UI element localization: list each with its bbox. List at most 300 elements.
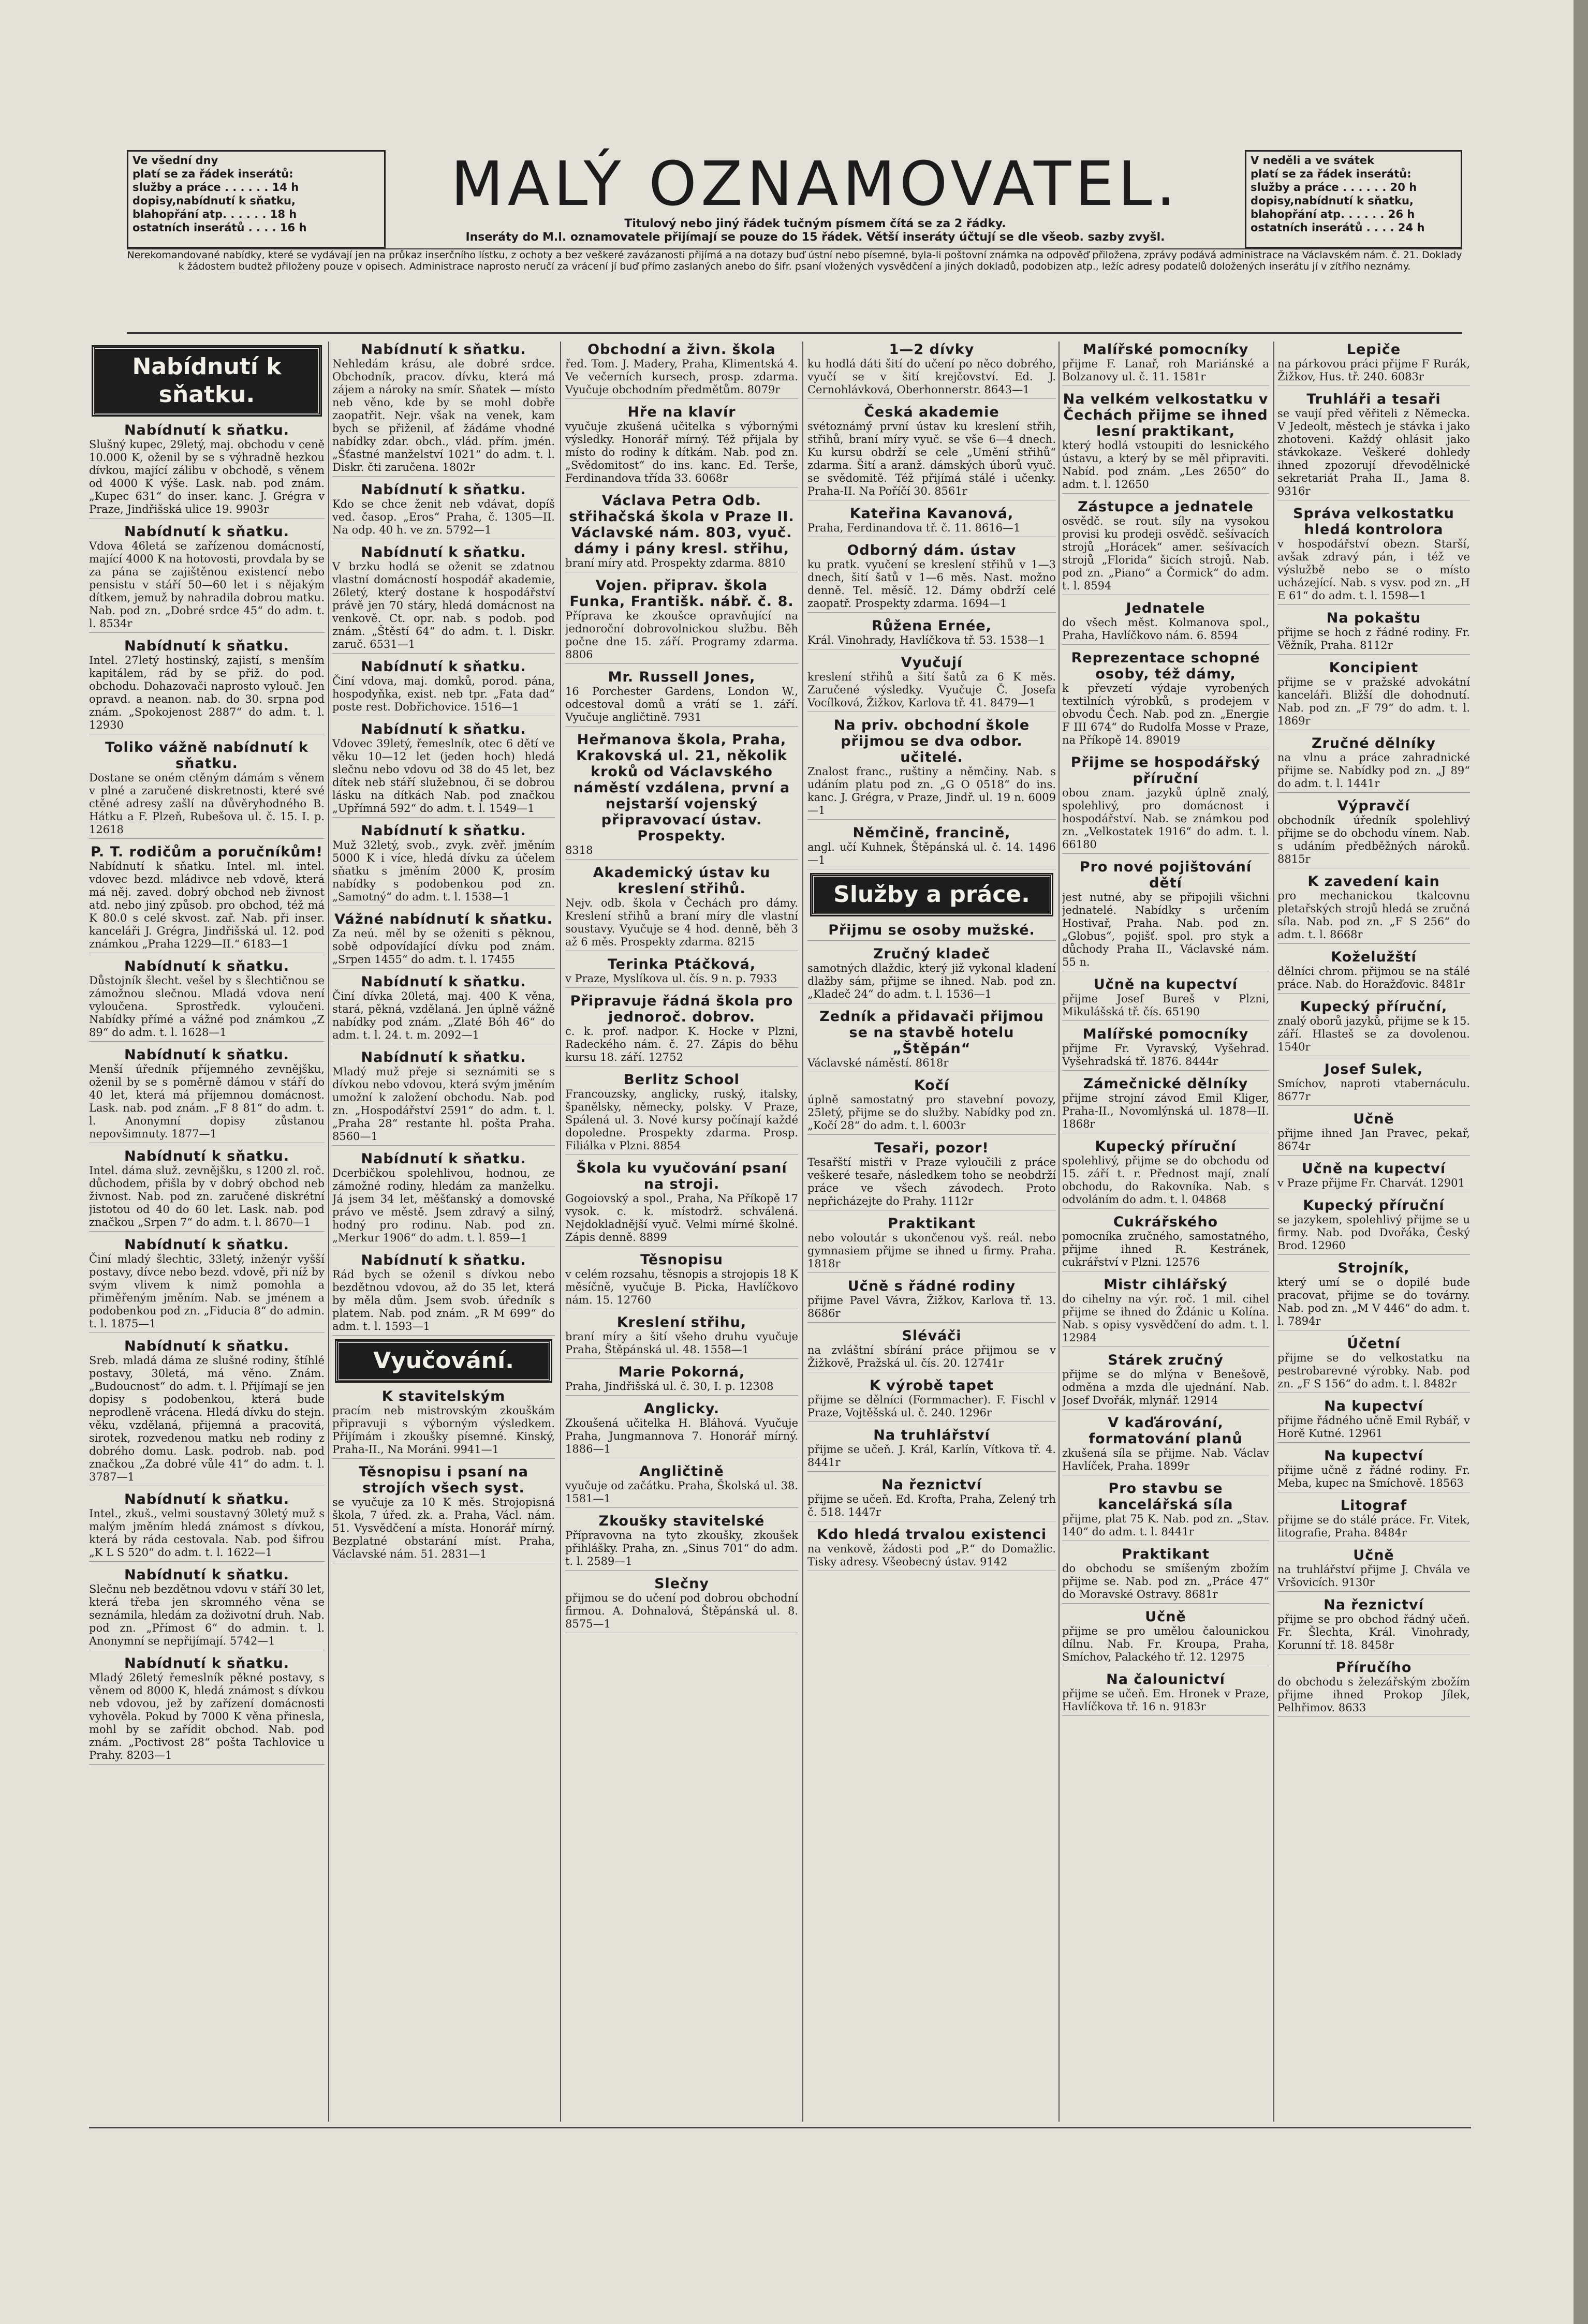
ad-text: Václavské náměstí. 8618r xyxy=(807,1057,949,1069)
ad-text: který umí se o dopilé bude pracovat, přijme se do továrny. Nab. pod zn. „M V 446“ do adm. t. l. 7894r xyxy=(1277,1276,1470,1327)
classified-ad xyxy=(1062,1481,1269,1541)
classified-ad xyxy=(565,865,798,951)
ad-text: braní míry atd. Prospekty zdarma. 8810 xyxy=(565,557,786,569)
rate-line: ostatních inserátů . . . . 24 h xyxy=(1251,221,1425,234)
classified-ad xyxy=(89,1148,325,1232)
classified-ad xyxy=(1277,798,1470,868)
ad-heading: Na truhlářství xyxy=(873,1427,990,1443)
ad-text: Dostane se oném ctěným dámám s věnem v plné a zaručené diskretnosti, které své ctěné adresy zašlí na důvěryhodného B. Hátku a F. Plzeň, Rubešova ul. č. 15. I. p. 12618 xyxy=(89,772,325,836)
classified-ad xyxy=(1062,650,1269,749)
ad-heading: Nabídnutí k sňatku. xyxy=(124,1567,289,1583)
ad-heading: Učně xyxy=(1353,1111,1394,1127)
classified-ad xyxy=(1277,1260,1470,1330)
classified-ad xyxy=(1062,1138,1269,1209)
ad-heading: Koncipient xyxy=(1329,660,1419,676)
classified-ad xyxy=(1062,391,1269,494)
ad-heading: Nabídnutí k sňatku. xyxy=(361,823,526,839)
classified-ad xyxy=(565,732,798,860)
classified-ad xyxy=(1062,499,1269,595)
rate-line: platí se za řádek inserátů: xyxy=(1251,168,1411,180)
classified-ad xyxy=(89,1655,325,1765)
classified-ad xyxy=(807,922,1056,941)
ad-text: samotných dlaždic, který již vykonal kladení dlažby sám, přijme se ihned. Nab. pod zn. „Kladeč 24“ do adm. t. l. 1536—1 xyxy=(807,962,1056,1000)
ad-heading: Zručné dělníky xyxy=(1312,735,1436,751)
ad-heading: K zavedení kain xyxy=(1307,874,1440,890)
classified-ad xyxy=(807,342,1056,399)
ad-text: Nehledám krásu, ale dobré srdce. Obchodník, pracov. dívku, která má zájem a nároky na smír. Sňatek — místo neb věno, kde by se mohl dobře zaopatřit. Nejr. však na venek, kam bych se přiženil, ať žádáme vhodné nabídky zdar. obch., vlád. přím. jmén. „Šťastné manželství 1021“ do adm. t. l. Diskr. čti zaručena. 1802r xyxy=(332,358,555,473)
ad-heading: Lepiče xyxy=(1346,342,1401,358)
ad-text: přijme, plat 75 K. Nab. pod zn. „Stav. 140“ do adm. t. l. 8441r xyxy=(1062,1513,1269,1538)
ad-heading: Nabídnutí k sňatku. xyxy=(124,422,289,438)
classified-ad xyxy=(807,1140,1056,1210)
classified-ad xyxy=(1277,1498,1470,1542)
classified-ad xyxy=(332,974,555,1044)
classified-ad xyxy=(332,911,555,969)
ad-heading: Nabídnutí k sňatku. xyxy=(361,974,526,990)
ad-heading: Nabídnutí k sňatku. xyxy=(361,721,526,737)
classified-ad xyxy=(565,1314,798,1359)
column-2 xyxy=(332,342,555,2122)
ad-heading: Mr. Russell Jones, xyxy=(608,669,756,685)
classified-ad xyxy=(1062,976,1269,1021)
ad-text: přijme ihned Jan Pravec, pekař, 8674r xyxy=(1277,1127,1470,1152)
ad-heading: Litograf xyxy=(1340,1498,1407,1514)
column-1 xyxy=(89,342,325,2122)
ad-list xyxy=(565,342,798,1633)
ad-text: přijme řádného učně Emil Rybář, v Horě Kutné. 12961 xyxy=(1277,1414,1470,1440)
classified-ad xyxy=(565,1072,798,1155)
rate-line: ostatních inserátů . . . . 16 h xyxy=(133,221,307,234)
ad-text: Zkoušená učitelka H. Bláhová. Vyučuje Praha, Jungmannova 7. Honorář mírný. 1886—1 xyxy=(565,1417,798,1455)
ad-text: ku hodlá dáti šití do učení po něco dobrého, vyučí se v šití krejčovství. Ed. J. Cernohlávková, Oberhonnerstr. 8643—1 xyxy=(807,358,1056,396)
ad-heading: Zámečnické dělníky xyxy=(1083,1076,1248,1092)
classified-ad xyxy=(1277,1161,1470,1192)
classified-ad xyxy=(1277,1197,1470,1255)
classified-ad xyxy=(807,1278,1056,1323)
ad-heading: Kupecký příruční, xyxy=(1300,999,1448,1015)
classified-ad xyxy=(1277,660,1470,730)
classified-ad xyxy=(1062,1546,1269,1604)
column-rule xyxy=(560,342,561,2122)
ad-heading: Nabídnutí k sňatku. xyxy=(361,482,526,498)
classified-ad xyxy=(807,1009,1056,1072)
ad-text: Smíchov, naproti vtabernáculu. 8677r xyxy=(1277,1077,1470,1103)
ad-text: Rád bych se oženil s dívkou nebo bezdětnou vdovou, až do 35 let, která by měla dům. Jsem svob. úředník s platem. Nab. pod znám. „R M 699“ do adm. t. l. 1593—1 xyxy=(332,1268,555,1333)
ad-heading: Kdo hledá trvalou existenci xyxy=(816,1527,1047,1543)
ad-heading: 1—2 dívky xyxy=(889,342,975,358)
masthead-subtitle: Titulový nebo jiný řádek tučným písmem čítá se za 2 řádky. xyxy=(624,217,1006,230)
classified-ad xyxy=(807,1527,1056,1571)
classified-ad xyxy=(1277,949,1470,994)
page-edge-shadow xyxy=(1574,0,1588,2324)
classified-ad xyxy=(807,825,1056,869)
classified-ad xyxy=(565,578,798,664)
ad-text: Král. Vinohrady, Havlíčkova tř. 53. 1538—1 xyxy=(807,634,1046,646)
ad-heading: Učně na kupectví xyxy=(1093,976,1238,993)
ad-text: na zvláštní sbírání práce přijmou se v Žižkově, Pražská ul. čís. 20. 12741r xyxy=(807,1344,1056,1369)
ad-heading: Na pokaštu xyxy=(1326,610,1421,626)
ad-text: zkušená síla se přijme. Nab. Václav Havlíček, Praha. 1899r xyxy=(1062,1447,1269,1472)
ad-heading: Učně xyxy=(1353,1547,1394,1563)
classified-ad xyxy=(1277,1336,1470,1393)
ad-heading: Nabídnutí k sňatku. xyxy=(124,524,289,540)
ad-heading: Přijme se hospodářský příruční xyxy=(1070,754,1261,787)
column-rule xyxy=(1058,342,1060,2122)
ad-heading: Stárek zručný xyxy=(1108,1352,1224,1368)
ad-text: přijme se pro umělou čalounickou dílnu. Nab. Fr. Kroupa, Praha, Smíchov, Palackého tř. 12. 12975 xyxy=(1062,1625,1269,1663)
ad-text: pomocníka zručného, samostatného, přijme ihned R. Kestránek, cukrářství v Plzni. 12576 xyxy=(1062,1230,1269,1268)
classified-ad xyxy=(332,544,555,654)
ad-heading: Nabídnutí k sňatku. xyxy=(361,544,526,560)
ad-heading: Cukrářského xyxy=(1113,1214,1218,1230)
column-5 xyxy=(1062,342,1269,2122)
classified-ad xyxy=(332,823,555,906)
ad-text: Dcerbičkou spolehlivou, hodnou, ze zámožné rodiny, hledám za manželku. Já jsem 34 let, měšťanský a domovské právo ve městě. Jsem zdravý a silný, hodný pro rodinu. Nab. pod zn. „Merkur 1906“ do adm. t. l. 859—1 xyxy=(332,1167,555,1244)
ad-text: přijme se učeň. Ed. Krofta, Praha, Zelený trh č. 518. 1447r xyxy=(807,1493,1056,1518)
classified-ad xyxy=(1277,1448,1470,1492)
ad-heading: Malířské pomocníky xyxy=(1082,342,1249,358)
ad-text: pro mechanickou tkalcovnu pletařských strojů hledá se zručná síla. Nab. pod zn. „F S 256“ do adm. t. l. 8668r xyxy=(1277,890,1470,941)
classified-ad xyxy=(1062,342,1269,386)
ad-heading: Toliko vážně nabídnutí k sňatku. xyxy=(105,739,308,772)
classified-ad xyxy=(1062,1415,1269,1475)
ad-heading: Tesaři, pozor! xyxy=(874,1140,989,1156)
ad-heading: Nabídnutí k sňatku. xyxy=(361,1252,526,1268)
sunday-rates-box xyxy=(1245,150,1462,248)
ad-heading: Růžena Ernée, xyxy=(872,618,992,634)
classified-ad xyxy=(807,1477,1056,1521)
classified-ad xyxy=(1277,874,1470,944)
ad-text: obchodník úředník spolehlivý přijme se do obchodu vínem. Nab. s udáním předběžných nároků. 8815r xyxy=(1277,814,1470,865)
classified-ad xyxy=(1277,735,1470,793)
ad-text: Za neú. měl by se oženiti s pěknou, sobě odpovídající dívku pod znám. „Srpen 1455“ do adm. t. l. 17455 xyxy=(332,927,555,966)
ad-heading: Učně xyxy=(1145,1609,1186,1625)
ad-list xyxy=(807,922,1056,1571)
rate-line: Ve všední dny xyxy=(133,154,218,167)
ad-heading: Zedník a přidavači přijmou se na stavbě hotelu „Štěpán“ xyxy=(819,1009,1044,1057)
classified-ad xyxy=(565,669,798,727)
ad-text: přijme se učeň. J. Král, Karlín, Vítkova tř. 4. 8441r xyxy=(807,1443,1056,1469)
ad-heading: Účetní xyxy=(1347,1336,1401,1352)
ad-text: Praha, Jindřišská ul. č. 30, I. p. 12308 xyxy=(565,1380,774,1393)
classifieds-header xyxy=(127,150,1462,248)
classified-ad xyxy=(89,1237,325,1333)
ad-heading: Heřmanova škola, Praha, Krakovská ul. 21, několik kroků od Václavského náměstí vzdálena, první a nejstarší vojenský připravovací ústav. Prospekty. xyxy=(573,732,790,844)
ad-heading: V kaďárování, formatování planů xyxy=(1089,1415,1243,1447)
classified-ad xyxy=(332,1388,555,1459)
ad-text: kreslení střihů a šití šatů za 6 K měs. Zaručené výsledky. Vyučuje Č. Josefa Vocílková, Žižkov, Karlova tř. 41. 8479—1 xyxy=(807,671,1056,709)
ad-heading: Zručný kladeč xyxy=(873,946,991,962)
ad-text: c. k. prof. nadpor. K. Hocke v Plzni, Radeckého nám. č. 27. Zápis do běhu kursu 18. září. 12752 xyxy=(565,1025,798,1063)
ad-heading: Na čalounictví xyxy=(1106,1671,1225,1688)
classified-ad xyxy=(565,1513,798,1571)
ad-list xyxy=(332,1388,555,1563)
ad-text: Slečnu neb bezdětnou vdovu v stáří 30 let, která třeba jen skromného věna se seznámila, hledám za doživotní druh. Nab. pod zn. „Přímost 6“ do admin. t. l. Anonymní se nepřijímají. 5742—1 xyxy=(89,1583,325,1647)
classified-ad xyxy=(89,844,325,953)
ad-text: na vlnu a práce zahradnické přijme se. Nabídky pod zn. „J 89“ do adm. t. l. 1441r xyxy=(1277,751,1470,790)
ad-text: úplně samostatný pro stavební povozy, 25letý, přijme se do služby. Nabídky pod zn. „Kočí 28“ do adm. t. l. 6003r xyxy=(807,1093,1056,1132)
ad-heading: Strojník, xyxy=(1337,1260,1410,1276)
ad-heading: Přijmu se osoby mužské. xyxy=(828,922,1035,938)
ad-text: 8318 xyxy=(565,844,593,856)
ad-heading: Akademický ústav ku kreslení střihů. xyxy=(593,865,771,897)
ad-heading: Reprezentace schopné osoby, též dámy, xyxy=(1071,650,1260,682)
ad-text: přijme se do velkostatku na pestrobarevné výrobky. Nab. pod zn. „F S 156“ do adm. t. l. 8482r xyxy=(1277,1352,1470,1390)
ad-heading: K stavitelským xyxy=(381,1388,506,1404)
ad-text: Činí vdova, maj. domků, porod. pána, hospodyňka, exist. neb tpr. „Fata dad“ poste rest. Dobřichovice. 1516—1 xyxy=(332,675,555,713)
classified-ad xyxy=(565,404,798,487)
classified-ad xyxy=(807,1328,1056,1372)
ad-text: se jazykem, spolehlivý přijme se u firmy. Nab. pod Dvořáka, Český Brod. 12960 xyxy=(1277,1213,1470,1252)
classified-ad xyxy=(565,956,798,988)
ad-heading: Anglicky. xyxy=(643,1401,720,1417)
ad-text: Francouzsky, anglicky, ruský, italsky, španělsky, německy, polsky. V Praze, Spálená ul. 3. Nové kursy počínají každé dopoledne. Prospekty zdarma. Prosp. Filiálka v Plzni. 8854 xyxy=(565,1088,798,1152)
ad-text: pracím neb mistrovským zkouškám připravuji s výborným výsledkem. Přijímám i zkoušky písemné. Kinský, Praha-II., Na Moráni. 9941—1 xyxy=(332,1404,555,1456)
ad-text: v hospodářství obezn. Starší, avšak zdravý pán, i též ve výslužbě nebo se o místo ucházející. Nab. s vysv. pod zn. „H E 61“ do adm. t. l. 1598—1 xyxy=(1277,538,1470,602)
classified-ad xyxy=(332,1049,555,1146)
ad-text: Mladý 26letý řemeslník pěkné postavy, s věnem od 8000 K, hledá známost s dívkou neb vdovou, jež by zařízení domácnosti vyhověla. Pokud by 7000 K věna přinesla, mohl by se zařídit obchod. Nab. pod znám. „Poctivost 28“ pošta Tachlovice u Prahy. 8203—1 xyxy=(89,1671,325,1761)
classified-ad xyxy=(1062,859,1269,971)
ad-heading: Sléváči xyxy=(902,1328,962,1344)
ad-text: se vaují před věřiteli z Německa. V Jedeolt, městech je stávka i jako zhotoveni. Každý ohlásit jako stávkokaze. Veškeré dohledy ihned zpozorují dřevodělnické sekretariát Praha II., Jama 8. 9316r xyxy=(1277,407,1470,497)
ad-text: přijme se učeň. Em. Hronek v Praze, Havlíčkova tř. 16 n. 9183r xyxy=(1062,1688,1269,1713)
ad-text: přijmou se do učení pod dobrou obchodní firmou. A. Dohnalová, Štěpánská ul. 8. 8575—1 xyxy=(565,1592,798,1630)
ad-text: do cihelny na výr. roč. 1 mil. cihel přijme se ihned do Ždánic u Kolína. Nab. s opisy vysvědčení do adm. t. l. 12984 xyxy=(1062,1293,1269,1344)
ad-heading: Správa velkostatku hledá kontrolora xyxy=(1293,506,1454,538)
rate-line: dopisy,nabídnutí k sňatku, xyxy=(1251,195,1414,207)
ad-heading: Vyučují xyxy=(901,655,963,671)
rate-line: platí se za řádek inserátů: xyxy=(133,168,293,180)
ad-heading: Nabídnutí k sňatku. xyxy=(124,1491,289,1507)
ad-heading: Zkoušky stavitelské xyxy=(598,1513,765,1529)
ad-text: Nejv. odb. škola v Čechách pro dámy. Kreslení střihů a braní míry dle vlastní soustavy. Vyučuje se 4 hod. denně, běh 3 až 6 měs. Prospekty zdarma. 8215 xyxy=(565,897,798,948)
ad-text: k převzetí výdaje vyrobených textilních výrobků, s prodejem v obvodu Čech. Nab. pod zn. „Energie F III 674“ do Rudolfa Mosse v Praze, na Příkopě 14. 89019 xyxy=(1062,682,1269,746)
ad-heading: Němčině, francině, xyxy=(852,825,1011,841)
ad-text: Intel., zkuš., velmi soustavný 30letý muž s malým jměním hledá známost s dívkou, která by ráda cestovala. Nab. pod šifrou „K L S 520“ do adm. t. l. 1622—1 xyxy=(89,1507,325,1559)
classified-ad xyxy=(332,1252,555,1336)
classified-ad xyxy=(1062,1076,1269,1133)
ad-text: angl. učí Kuhnek, Štěpánská ul. č. 14. 1496—1 xyxy=(807,841,1056,866)
ad-text: na truhlářství přijme J. Chvála ve Vršovicích. 9130r xyxy=(1277,1563,1470,1589)
classified-ad xyxy=(332,659,555,716)
classified-ad xyxy=(1277,1061,1470,1106)
classified-ad xyxy=(807,1378,1056,1422)
ad-heading: Na řeznictví xyxy=(881,1477,982,1493)
ad-text: Tesařští mistři v Praze vyloučili z práce veškeré tesaře, následkem toho se neobdrží práce ve všech závodech. Proto nepřicházejte do Prahy. 1112r xyxy=(807,1156,1056,1207)
classified-ad xyxy=(1062,1277,1269,1347)
rate-line: blahopřání atp. . . . . . 18 h xyxy=(133,208,297,220)
ad-heading: Učně na kupectví xyxy=(1301,1161,1446,1177)
classified-ad xyxy=(565,342,798,399)
ad-text: obou znam. jazyků úplně znalý, spolehlivý, pro domácnost i hospodářství. Nab. se známkou pod zn. „Velkostatek 1916“ do adm. t. l. 66180 xyxy=(1062,787,1269,851)
masthead-subtitle: Inseráty do M.l. oznamovatele přijímají se pouze do 15 řádek. Větší inseráty účtují se dle všeob. sazby zvyšl. xyxy=(465,231,1165,244)
ad-heading: Marie Pokorná, xyxy=(618,1364,745,1380)
classified-ad xyxy=(565,493,798,572)
ad-text: braní míry a šití všeho druhu vyučuje Praha, Štěpánská ul. 48. 1558—1 xyxy=(565,1330,798,1356)
classified-ad xyxy=(1277,391,1470,500)
classified-ad xyxy=(807,1216,1056,1273)
ad-heading: Příručího xyxy=(1335,1660,1412,1676)
ad-text: svétoznámý první ústav ku kreslení střih, střihů, braní míry vyuč. se vše 6—4 dnech. Ku kursu obdrží se cele „Umění střihů“ zdarma. Šití a aranž. dámských úborů vyuč. se svědomitě. Též přijímá stálé i učenky. Praha-II. Na Poříčí 30. 8561r xyxy=(807,420,1056,497)
ad-text: Gogoiovský a spol., Praha, Na Příkopě 17 vysok. c. k. místodrž. schválená. Nejdokladnější vyuč. Velmi mírné školné. Zápis denně. 8899 xyxy=(565,1192,798,1244)
ad-text: přijme Fr. Vyravský, Vyšehrad. Vyšehradská tř. 1876. 8444r xyxy=(1062,1042,1269,1068)
ad-list xyxy=(807,342,1056,869)
ad-heading: Praktikant xyxy=(888,1216,976,1232)
ad-heading: Pro nové pojištování dětí xyxy=(1079,859,1252,891)
ad-heading: Hře na klavír xyxy=(627,404,736,420)
ad-text: přijme Josef Bureš v Plzni, Mikulášská tř. čís. 65190 xyxy=(1062,993,1269,1018)
classified-ad xyxy=(565,1576,798,1633)
classified-ad xyxy=(1062,1214,1269,1271)
ad-heading: Jednatele xyxy=(1126,600,1205,616)
ad-text: přijme se hoch z řádné rodiny. Fr. Věžník, Praha. 8112r xyxy=(1277,626,1470,652)
classified-ad xyxy=(565,1252,798,1309)
classified-ad xyxy=(807,717,1056,820)
ad-heading: Kateřina Kavanová, xyxy=(849,506,1014,522)
ad-heading: Těsnopisu xyxy=(640,1252,723,1268)
section-heading-jobs: Služby a práce. xyxy=(812,875,1052,915)
ad-list xyxy=(332,342,555,1336)
ad-heading: Škola ku vyučování psaní na stroji. xyxy=(576,1160,787,1192)
ad-heading: Nabídnutí k sňatku. xyxy=(361,1151,526,1167)
ad-text: Menší úředník příjemného zevnějšku, oženil by se s poměrně dámou v stáří do 40 let, která má příjemnou domácnost. Lask. nab. pod znám. „F 8 81“ do adm. t. l. Anonymní dopisy zůstanou nepovšimnuty. 1877—1 xyxy=(89,1063,325,1140)
ad-text: přijme strojní závod Emil Kliger, Praha-II., Novomlýnská ul. 1878—II. 1868r xyxy=(1062,1092,1269,1130)
ad-heading: Nabídnutí k sňatku. xyxy=(124,1047,289,1063)
ad-heading: Česká akademie xyxy=(864,404,999,420)
classified-ad xyxy=(565,1364,798,1396)
classified-ad xyxy=(807,404,1056,500)
classified-ad xyxy=(89,638,325,734)
ad-heading: Pro stavbu se kancelářská síla xyxy=(1098,1481,1233,1513)
rate-line: služby a práce . . . . . . 20 h xyxy=(1251,181,1417,194)
ad-heading: Na řeznictví xyxy=(1324,1597,1424,1613)
ad-text: Příprava ke zkoušce opravňující na jednoroční dobrovolnickou službu. Běh počne dne 15. září. Programy zdarma. 8806 xyxy=(565,610,798,661)
ad-text: přijme se pro obchod řádný učeň. Fr. Šlechta, Král. Vinohrady, Korunní tř. 18. 8458r xyxy=(1277,1613,1470,1651)
ad-text: přijme učně z řádné rodiny. Fr. Meba, kupec na Smíchově. 18563 xyxy=(1277,1464,1470,1489)
ad-text: v Praze, Myslíkova ul. čís. 9 n. p. 7933 xyxy=(565,972,777,985)
classified-ad xyxy=(1062,1671,1269,1716)
bottom-rule xyxy=(89,2127,1471,2128)
ad-text: přijme F. Lanař, roh Mariánské a Bolzanovy ul. č. 11. 1581r xyxy=(1062,358,1269,383)
ad-text: Znalost franc., ruštiny a němčiny. Nab. s udáním platu pod zn. „G O 0518“ do ins. kanc. J. Grégra, v Praze, Jindř. ul. 19 n. 6009—1 xyxy=(807,765,1056,817)
ad-heading: Berlitz School xyxy=(624,1072,740,1088)
ad-heading: Výpravčí xyxy=(1337,798,1410,814)
ad-text: v celém rozsahu, těsnopis a strojopis 18 K měsíčně, vyučuje B. Picka, Havlíčkovo nám. 15. 12760 xyxy=(565,1268,798,1306)
classified-ad xyxy=(332,342,555,477)
column-6 xyxy=(1277,342,1470,2122)
page-title: MALÝ OZNAMOVATEL. xyxy=(450,148,1180,219)
ad-heading: Nabídnutí k sňatku. xyxy=(361,659,526,675)
ad-text: Intel. 27letý hostinský, zajistí, s menším kapitálem, rád by se přiž. do pod. obchodu. Dohazovači naprosto vylouč. Jen opravd. a neanon. nab. do 30. srpna pod znám. „Spokojenost 2887“ do adm. t. l. 12930 xyxy=(89,654,325,731)
rate-line: blahopřání atp. . . . . . 26 h xyxy=(1251,208,1415,220)
classified-ad xyxy=(1277,610,1470,655)
ad-text: Nabídnutí k sňatku. Intel. ml. intel. vdovec bezd. mládivce neb vdově, která má něj. zaved. dobrý obchod neb živnost atd. nebo jiný způsob. pro obchod, též má K 80.0 s celé skvost. zař. Nab. při inser. kanceláři J. Grégra, Jindřišská ul. 12. pod známkou „Praha 1229—II.“ 6183—1 xyxy=(89,860,325,950)
classified-ad xyxy=(332,721,555,818)
section-heading-marriage: Nabídnutí k sňatku. xyxy=(93,347,320,415)
classified-ad xyxy=(89,1338,325,1486)
section-heading-education: Vyučování. xyxy=(336,1341,551,1381)
rate-line: služby a práce . . . . . . 14 h xyxy=(133,181,299,194)
ad-text: Sreb. mladá dáma ze slušné rodiny, štíhlé postavy, 30letá, má věno. Znám. „Budoucnost“ do adm. t. l. Přijímají se jen dopisy s podobenkou, která bude neprodleně vrácena. Hledá dívku do stejn. věku, vzdělaná, přijemná a pracovitá, sirotek, rozvedenou matku neb rodiny z dobrého domu. Lask. podrob. nab. pod značkou „Za dobré vůle 41“ do adm. t. l. 3787—1 xyxy=(89,1354,325,1483)
ad-heading: Koželužští xyxy=(1331,949,1417,965)
ad-heading: Těsnopisu i psaní na strojích všech syst. xyxy=(359,1464,528,1496)
ad-heading: Nabídnutí k sňatku. xyxy=(124,1338,289,1354)
ad-heading: Obchodní a živn. škola xyxy=(587,342,776,358)
classified-ad xyxy=(1277,1111,1470,1156)
ad-heading: P. T. rodičům a poručníkům! xyxy=(91,844,323,860)
classified-ad xyxy=(807,542,1056,613)
ad-text: Intel. dáma služ. zevnějšku, s 1200 zl. roč. důchodem, přišla by v dobrý obchod neb živnost. Nab. pod zn. zaručené diskrétní jistotou od 40 do 60 let. Lask. nab. pod značkou „Srpen 7“ do adm. t. l. 8670—1 xyxy=(89,1164,325,1228)
classified-ad xyxy=(89,1567,325,1650)
weekday-rates-box xyxy=(127,150,386,248)
column-3 xyxy=(565,342,798,2122)
ad-text: přijme se do stálé práce. Fr. Vitek, litografie, Praha. 8484r xyxy=(1277,1514,1470,1539)
ad-text: do obchodu s železářským zbožím přijme ihned Prokop Jílek, Pelhřimov. 8633 xyxy=(1277,1676,1470,1714)
classified-ad xyxy=(89,422,325,519)
ad-text: Muž 32letý, svob., zvyk. zvěř. jměním 5000 K i více, hledá dívku za účelem sňatku s jměním 2000 K, prosím nabídky s podobenkou pod zn. „Samotný“ do adm. t. l. 1538—1 xyxy=(332,839,555,903)
ad-heading: Nabídnutí k sňatku. xyxy=(124,1148,289,1164)
classified-ad xyxy=(807,506,1056,537)
column-rule xyxy=(328,342,329,2122)
ad-heading: Vojen. připrav. škola Funka, Františk. nábř. č. 8. xyxy=(569,578,794,610)
ad-heading: Nabídnutí k sňatku. xyxy=(361,1049,526,1065)
ad-heading: Nabídnutí k sňatku. xyxy=(124,1237,289,1253)
ad-heading: Truhláři a tesaři xyxy=(1306,391,1441,407)
classified-ad xyxy=(807,618,1056,649)
ad-heading: Kočí xyxy=(914,1077,950,1093)
ad-heading: Mistr cihlářský xyxy=(1104,1277,1228,1293)
classified-ad xyxy=(807,946,1056,1003)
ad-text: do obchodu se smíšeným zbožím přijme se. Nab. pod zn. „Práce 47“ do Moravské Ostravy. 8681r xyxy=(1062,1562,1269,1601)
ad-heading: Na velkém velkostatku v Čechách přijme se ihned lesní praktikant, xyxy=(1063,391,1269,439)
ad-heading: Vážné nabídnutí k sňatku. xyxy=(334,911,553,927)
classified-ad xyxy=(1277,1547,1470,1592)
classified-ad xyxy=(807,655,1056,712)
ad-text: osvědč. se rout. síly na vysokou provisi ku prodeji osvědč. sešívacích strojů „Horácek“ amer. sešívacích strojů „Florida“ šicích strojů. Nab. pod zn. „Piano“ a Čormick“ do adm. t. l. 8594 xyxy=(1062,515,1269,592)
classified-ad xyxy=(1062,1352,1269,1410)
ad-text: vyučuje zkušená učitelka s výbornými výsledky. Honorář mírný. Též přijala by místo do rodiny k dítkám. Nab. pod zn. „Svědomitost“ do ins. kanc. Ed. Terše, Ferdinandova třída 33. 6068r xyxy=(565,420,798,484)
ad-text: se vyučuje za 10 K měs. Strojopisná škola, 7 úřed. zk. a. Praha, Václ. nám. 51. Vysvědčení a místa. Honorář mírný. Bezplatné obstarání míst. Praha, Václavské nám. 51. 2831—1 xyxy=(332,1496,555,1560)
classified-ad xyxy=(89,739,325,839)
ad-text: Činí mladý šlechtic, 33letý, inženýr vyšší postavy, dívce nebo bezd. vdově, při níž by svým vlivem k nimž pomohla a přiměřeným jměním. Nab. se jménem a podobenkou pod zn. „Fiducia 8“ do admin. t. l. 1875—1 xyxy=(89,1253,325,1330)
classified-ad xyxy=(332,1464,555,1563)
ad-heading: Zástupce a jednatele xyxy=(1078,499,1254,515)
classified-ad xyxy=(565,993,798,1067)
classified-ad xyxy=(807,1427,1056,1472)
classified-ad xyxy=(89,958,325,1042)
ad-text: ku pratk. vyučení se kreslení střihů v 1—3 dnech, šití šatů v 1—6 měs. Nast. možno denně. Tel. měsíč. 12. Dámy obdrží celé zaopatř. Prospekty zdarma. 1694—1 xyxy=(807,558,1056,610)
ad-heading: Slečny xyxy=(654,1576,709,1592)
ad-heading: Josef Sulek, xyxy=(1324,1061,1423,1077)
rate-line: dopisy,nabídnutí k sňatku, xyxy=(133,195,296,207)
ad-text: přijme se do mlýna v Benešově, odměna a mzda dle ujednání. Nab. Josef Dvořák, mlynář. 12914 xyxy=(1062,1368,1269,1407)
ad-text: Vdova 46letá se zařízenou domácností, mající 4000 K na hotovosti, provdala by se za pána se zajištěnou existencí nebo pensistu v stáří 50—60 let i s nějakým dítkem, jemuž by nahradila dobrou matku. Nab. pod zn. „Dobré srdce 45“ do adm. t. l. 8534r xyxy=(89,540,325,630)
ad-heading: Připravuje řádná škola pro jednoroč. dobrov. xyxy=(570,993,793,1025)
ad-list xyxy=(89,422,325,1765)
classified-ad xyxy=(565,1463,798,1508)
ad-list xyxy=(1277,342,1470,1717)
ad-heading: Nabídnutí k sňatku. xyxy=(124,638,289,654)
ad-heading: Malířské pomocníky xyxy=(1082,1026,1249,1042)
ad-heading: Na kupectví xyxy=(1324,1448,1423,1464)
ad-heading: Kreslení střihu, xyxy=(616,1314,747,1330)
column-rule xyxy=(802,342,803,2122)
ad-text: spolehlivý, přijme se do obchodu od 15. září t. r. Přednost mají, znalí obchodu, do Rakovníka. Nab. s odvoláním do adm. t. l. 04868 xyxy=(1062,1154,1269,1206)
ad-text: přijme Pavel Vávra, Žižkov, Karlova tř. 13. 8686r xyxy=(807,1294,1056,1320)
ad-text: Činí dívka 20letá, maj. 400 K věna, stará, pěkná, vzdělaná. Jen úplně vážně nabídky pod znám. „Zlaté Bóh 46“ do adm. t. l. 24. t. m. 2092—1 xyxy=(332,990,555,1041)
ad-heading: Kupecký příruční xyxy=(1303,1197,1445,1213)
ad-heading: Kupecký příruční xyxy=(1095,1138,1237,1154)
